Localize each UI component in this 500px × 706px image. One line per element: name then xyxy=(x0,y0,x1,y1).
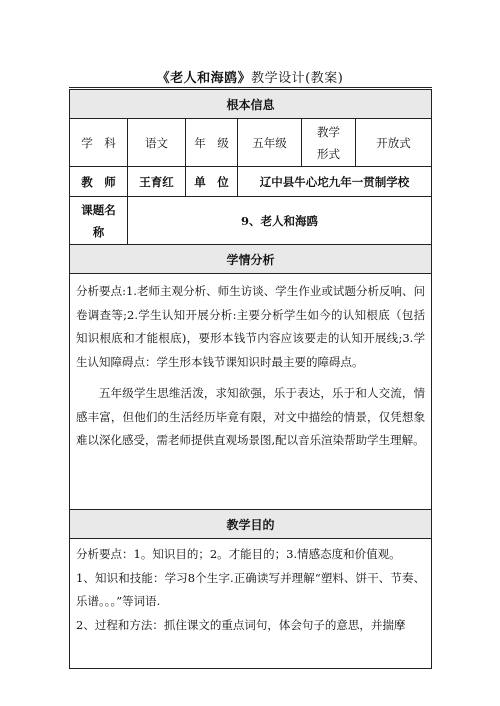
label-teacher: 教 师 xyxy=(70,167,128,197)
label-teaching-form: 教学形式 xyxy=(302,119,356,167)
goals-paragraph-1: 分析要点：1。知识目的；2。才能目的；3.情感态度和价值观。 xyxy=(76,547,401,561)
goals-paragraph-2: 1、知识和技能：学习8个生字.正确读写并理解“塑料、饼干、节奏、乐谱。。。”等词语. xyxy=(76,570,426,608)
analysis-cell xyxy=(70,274,432,510)
analysis-paragraph-2: 五年级学生思维活泼，求知欲强，乐于表达，乐于和人交流，情感丰富，但他们的生活经历毕竟有限，对文中描绘的情景，仅凭想象难以深化感受，需老师提供直观场景图,配以音乐渲染帮助学生理解。 xyxy=(76,386,426,447)
value-teaching-form: 开放式 xyxy=(356,119,432,167)
section-teaching-goals: 教学目的 xyxy=(70,510,432,539)
goals-cell xyxy=(70,539,432,669)
document-title xyxy=(0,67,500,86)
title-rest: 教学设计(教案) xyxy=(251,71,344,86)
goals-paragraph-3: 2、过程和方法：抓住课文的重点词句，体会句子的意思，并揣摩 xyxy=(76,617,406,632)
value-grade: 五年级 xyxy=(238,119,302,167)
goals-points xyxy=(70,539,431,637)
value-teacher: 王育红 xyxy=(128,167,186,197)
label-unit: 单 位 xyxy=(186,167,238,197)
value-subject: 语文 xyxy=(128,119,186,167)
analysis-paragraph-1: 分析要点:1.老师主观分析、师生访谈、学生作业或试题分析反响、问卷调查等;2.学生认知开展分析:主要分析学生如今的认知根底（包括知识根底和才能根底)，要形本钱节内容应该要走的认知开展线;3.学生认知障碍点：学生形本钱节课知识时最主要的障碍点。 xyxy=(76,284,426,369)
section-basic-info: 根本信息 xyxy=(70,89,432,119)
label-grade: 年 级 xyxy=(186,119,238,167)
analysis-points xyxy=(70,274,431,459)
title-bold: 《老人和海鸥》 xyxy=(156,71,252,86)
label-topic: 课题名称 xyxy=(70,197,128,245)
value-topic: 9、老人和海鸥 xyxy=(128,197,432,245)
label-subject: 学 科 xyxy=(70,119,128,167)
value-unit: 辽中县牛心坨九年一贯制学校 xyxy=(238,167,432,197)
section-student-analysis: 学情分析 xyxy=(70,245,432,274)
lesson-plan-table xyxy=(69,87,432,669)
